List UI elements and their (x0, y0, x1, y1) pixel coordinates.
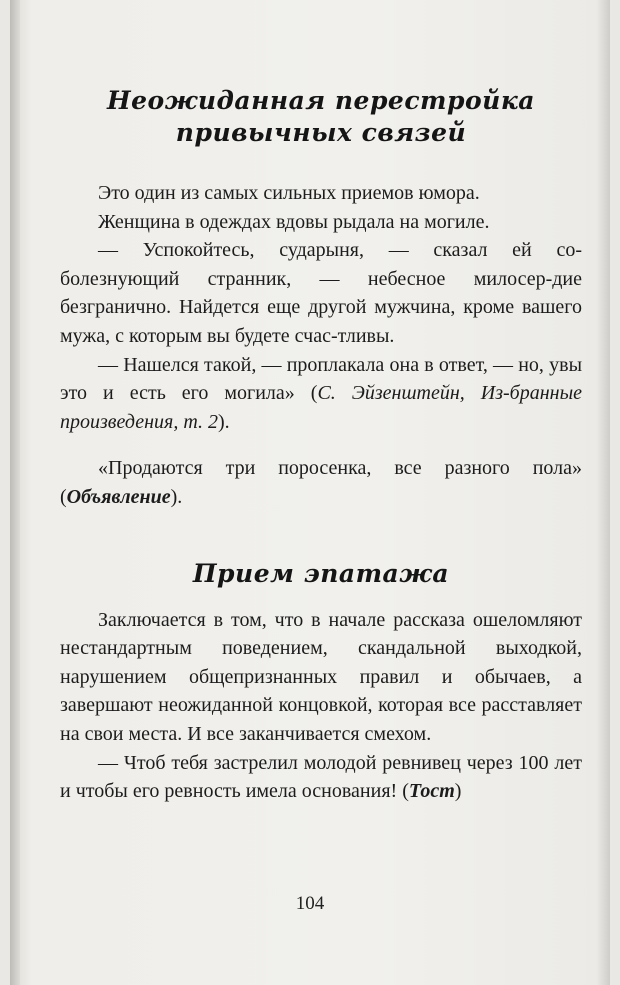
ad-text: «Продаются три поросенка, все разного пола» ( (60, 457, 582, 508)
shock-paragraph: Заключается в том, что в начале рассказа ошеломляют нестандартным поведением, скандальной выходкой, нарушением общепризнанных правил и обычаев, а завершают неожиданной концовкой, которая все расставляет на свои места. И все заканчивается смехом. (60, 608, 582, 745)
page-content (60, 85, 582, 806)
intro-paragraph: Это один из самых сильных приемов юмора. (98, 182, 480, 204)
citation-source: С. Эйзенштейн, Из-бранные произведения, т. 2 (60, 382, 583, 433)
page-edge-shadow (596, 0, 610, 985)
toast-text: — Чтоб тебя застрелил молодой ревнивец через 100 лет и чтобы его ревность имела основания! ( (60, 751, 582, 803)
heading-line-2: привычных связей (175, 118, 467, 147)
section-heading-unexpected-restructuring (60, 85, 582, 149)
page-number: 104 (295, 893, 325, 914)
toast-paragraph (60, 749, 582, 806)
toast-source: Тост (408, 780, 455, 803)
citation-end: ). (218, 410, 230, 433)
ad-end: ). (170, 485, 183, 508)
section-heading-shock-technique (60, 558, 582, 590)
heading-line-1: Неожиданная перестройка (107, 86, 535, 115)
dialogue-text: — Нашелся такой, — проплакала она в ответ, — но, увы это и есть его могила» ( (60, 353, 582, 405)
toast-end: ) (454, 780, 462, 803)
ad-paragraph (60, 454, 582, 511)
dialogue-paragraph-2 (60, 351, 582, 437)
heading-line: Прием эпатажа (192, 558, 450, 588)
ad-source: Объявление (66, 485, 171, 508)
dialogue-paragraph-1: — Успокойтесь, сударыня, — сказал ей со-болезнующий странник, — небесное милосер-дие безгранично. Найдется еще другой мужчина, кроме вашего мужа, с которым вы будете счас-тливы. (60, 239, 582, 347)
spine-shadow (10, 0, 20, 985)
story-paragraph: Женщина в одеждах вдовы рыдала на могиле. (98, 210, 490, 233)
